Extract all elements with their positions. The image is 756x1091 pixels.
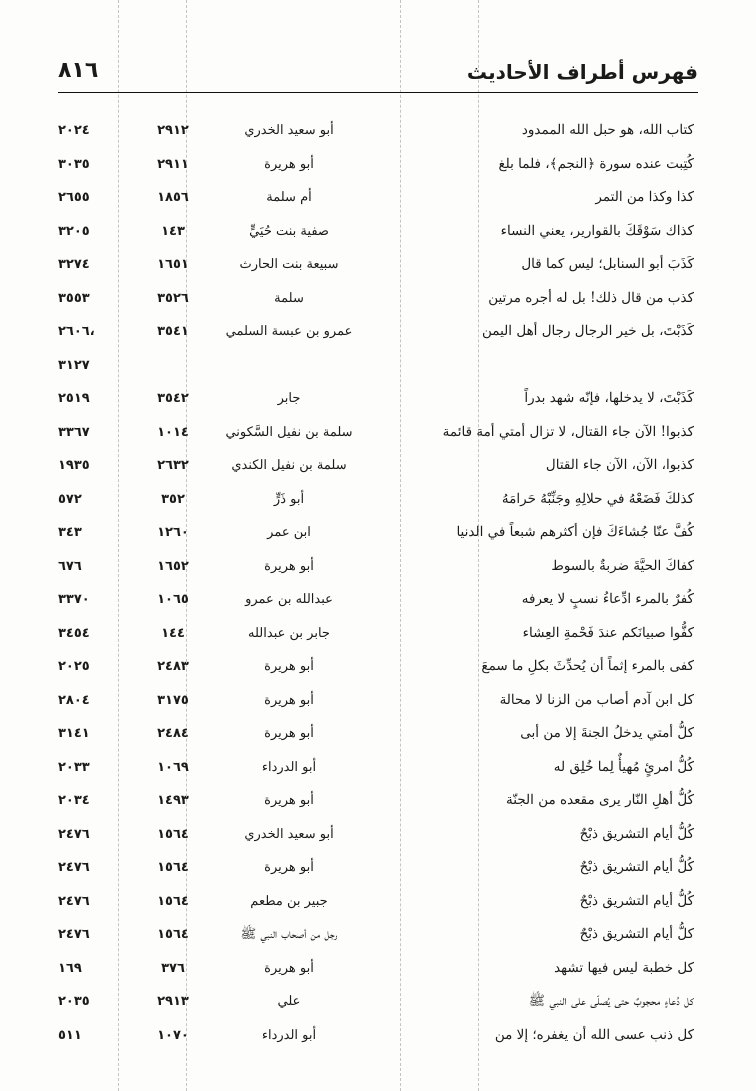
index-row [58,315,698,349]
reference-number: ٢٦٥٥ [58,190,90,205]
narrator-name: أبو هريرة [264,558,314,574]
narrator-name: جبير بن مطعم [250,893,328,909]
hadith-number: ١٤٤ [161,625,185,641]
index-row [58,985,698,1019]
hadith-number: ٢٩١٢ [157,123,189,138]
narrator-name: صفية بنت حُيَيٍّ [249,223,329,239]
index-row [58,918,698,952]
index-row [58,215,698,249]
index-row [58,851,698,885]
hadith-text: كُلُّ أهلِ النّار يرى مقعده من الجنّة [506,792,694,808]
hadith-number: ١٥٦٤ [157,927,189,942]
hadith-number: ٣٥٢ [161,491,185,507]
hadith-number: ٣٧٦ [161,960,185,976]
index-row [58,181,698,215]
narrator-name: أبو سعيد الخدري [244,826,334,842]
index-row [58,416,698,450]
hadith-number: ٢٩١٣ [157,994,189,1009]
index-row [58,483,698,517]
hadith-text: كل ابن آدم أصاب من الزنا لا محالة [499,691,694,708]
hadith-text: كذبوا! الآن جاء القتال، لا تزال أمتي أمة قائمة [442,423,694,440]
reference-number: ٢٠٣٣ [58,759,90,775]
narrator-name: أبو هريرة [264,156,314,172]
reference-number: ٢٨٠٤ [58,692,90,708]
hadith-number: ١٠٦٩ [157,759,189,775]
reference-number: ،٢٦٠٦ [58,324,95,339]
hadith-number: ١٠٦٥ [157,592,189,607]
index-row [58,784,698,818]
narrator-name: أبو الدرداء [261,759,317,775]
index-row [58,516,698,550]
hadith-number: ٣٥٢٦ [157,290,189,306]
reference-number: ١٩٣٥ [58,458,90,473]
reference-number: ٣٢٠٥ [58,223,90,239]
index-row [58,148,698,182]
reference-number: ٢٠٢٤ [58,123,90,138]
hadith-text: كذاك سَوْقَكَ بالقوارير، يعني النساء [500,222,694,239]
reference-number: ٣١٤١ [58,726,90,741]
page-number: ٨١٦ [58,58,99,83]
narrator-name: سبيعة بنت الحارث [239,257,339,272]
reference-number: ٣٤٥٤ [58,625,90,641]
hadith-number: ١٠١٤ [157,424,189,440]
index-row [58,1019,698,1053]
hadith-text: كفى بالمرء إثماً أن يُحدِّثَ بكلِ ما سمعَ [481,658,694,674]
reference-number: ٢٤٧٦ [58,860,90,875]
hadith-text: كذب من قال ذلك! بل له أجره مرتين [488,289,694,306]
page-header [58,56,698,93]
reference-number: ٦٧٦ [58,558,82,574]
index-row [58,684,698,718]
narrator-name: أبو هريرة [264,793,314,808]
narrator-name: سلمة [274,290,304,306]
narrator-name: أبو هريرة [264,692,314,708]
narrator-name: أبو هريرة [264,659,314,674]
hadith-number: ١٥٦٤ [157,826,189,842]
narrator-name: أبو هريرة [264,960,314,976]
narrator-name: جابر بن عبدالله [248,625,330,641]
reference-number: ٥٧٢ [58,491,82,507]
hadith-number: ١٥٦٤ [157,893,189,909]
hadith-text: كل دُعاءٍ محجوبٌ حتى يُصلّى على النبي ﷺ [528,993,694,1009]
narrator-name: أبو الدرداء [261,1027,317,1043]
index-row [58,717,698,751]
hadith-number: ٢٦٣٢ [157,458,189,473]
hadith-text: كتاب الله، هو حبل الله الممدود [521,122,694,138]
reference-number: ٢٤٧٦ [58,893,90,909]
reference-number: ٣٥٥٣ [58,290,90,306]
narrator-name: عمرو بن عبسة السلمي [225,324,353,339]
narrator-name: علي [277,994,301,1009]
narrator-name: ابن عمر [267,525,311,540]
reference-number: ٢٠٣٥ [58,994,90,1009]
index-row [58,449,698,483]
hadith-text: كفُّوا صبيانَكم عندَ فَحْمةِ العِشاء [522,624,694,641]
index-row [58,114,698,148]
index-row [58,349,698,383]
hadith-text: كُلُّ أيام التشريق ذبْحٌ [579,859,694,875]
narrator-name: جابر [277,391,301,406]
reference-number: ٣٤٣ [58,525,82,540]
reference-number: ٥١١ [58,1027,82,1043]
hadith-number: ١٦٥٢ [157,558,189,574]
reference-number: ٢٤٧٦ [58,826,90,842]
narrator-name: أبو سعيد الخدري [244,123,334,138]
narrator-name: أم سلمة [266,190,312,205]
hadith-number: ٣٥٤١ [157,324,189,339]
hadith-text: كذبوا، الآن، الآن جاء القتال [545,457,694,473]
hadith-text: كُلُّ امرئٍ مُهيأٌ لِما خُلِق له [553,758,694,775]
hadith-text: كُلُّ أيام التشريق ذبْحٌ [579,892,694,909]
narrator-name: أبو ذَرٍّ [273,491,305,507]
hadith-text: كَذَبْتَ، لا يدخلها، فإنّه شهد بدراً [524,390,694,406]
reference-number: ١٦٩ [58,960,82,976]
hadith-number: ٣٥٤٢ [157,391,189,406]
index-row [58,282,698,316]
reference-number: ٣٢٧٤ [58,257,90,272]
hadith-text: كل ذنب عسى الله أن يغفره؛ إلا من [494,1026,694,1043]
narrator-name: رجل من أصحاب النبي ﷺ [240,927,338,942]
hadith-text: كُتِبت عنده سورة ﴿النجم﴾، فلما بلغ [498,155,694,172]
reference-number: ٣٠٣٥ [58,156,90,172]
hadith-number: ١٦٥١ [157,257,189,272]
hadith-text: كُلُّ أيام التشريق ذبْحٌ [579,825,694,842]
reference-number: ٣١٢٧ [58,357,90,373]
hadith-index-list [58,114,698,1052]
page-title: فهرس أطراف الأحاديث [466,60,698,84]
narrator-name: سلمة بن نفيل السَّكوني [225,424,353,440]
index-row [58,952,698,986]
index-row [58,248,698,282]
hadith-text: كفاكَ الحيَّةَ ضربةٌ بالسوط [551,557,694,574]
hadith-number: ٢٩١١ [157,156,189,172]
narrator-name: أبو هريرة [264,860,314,875]
reference-number: ٢٠٣٤ [58,793,90,808]
hadith-number: ١٢٦٠ [157,525,189,540]
reference-number: ٢٤٧٦ [58,927,90,942]
narrator-name: أبو هريرة [264,726,314,741]
index-row [58,818,698,852]
hadith-number: ١٥٦٤ [157,860,189,875]
hadith-number: ١٠٧٠ [157,1027,189,1043]
hadith-number: ٣١٧٥ [157,692,189,708]
reference-number: ٣٣٧٠ [58,592,90,607]
narrator-name: عبدالله بن عمرو [245,592,333,607]
hadith-number: ١٤٩٣ [157,793,189,808]
hadith-number: ٢٤٨٤ [157,726,189,741]
hadith-text: كَذَبْتَ، بل خير الرجال رجال أهل اليمن [482,323,694,339]
narrator-name: سلمة بن نفيل الكندي [231,458,347,473]
index-row [58,583,698,617]
hadith-text: كُفرٌ بالمرء ادِّعاءُ نسبٍ لا يعرفه [521,591,694,607]
hadith-text: كذلكَ فَضَعْهُ في حلالِهِ وجَنِّبْهُ حَرامَهُ [501,490,694,507]
hadith-text: كُفَّ عنّا جُشاءَكَ فإن أكثرهم شبعاً في الدنيا [456,524,694,540]
hadith-text: كلُّ أيام التشريق ذبْحٌ [579,926,694,942]
hadith-number: ١٤٣ [161,223,185,239]
index-row [58,382,698,416]
index-row [58,617,698,651]
reference-number: ٢٠٢٥ [58,659,90,674]
index-row [58,550,698,584]
index-row [58,885,698,919]
hadith-text: كل خطبة ليس فيها تشهد [554,959,694,976]
hadith-text: كلُّ أمتي يدخلُ الجنةَ إلا من أبى [520,725,694,741]
index-row [58,650,698,684]
hadith-number: ٢٤٨٣ [157,659,189,674]
hadith-text: كذا وكذا من التمر [595,189,694,205]
index-row [58,751,698,785]
hadith-text: كَذَبَ أبو السنابل؛ ليس كما قال [521,256,694,272]
reference-number: ٢٥١٩ [58,391,90,406]
hadith-number: ١٨٥٦ [157,190,189,205]
reference-number: ٣٣٦٧ [58,424,90,440]
